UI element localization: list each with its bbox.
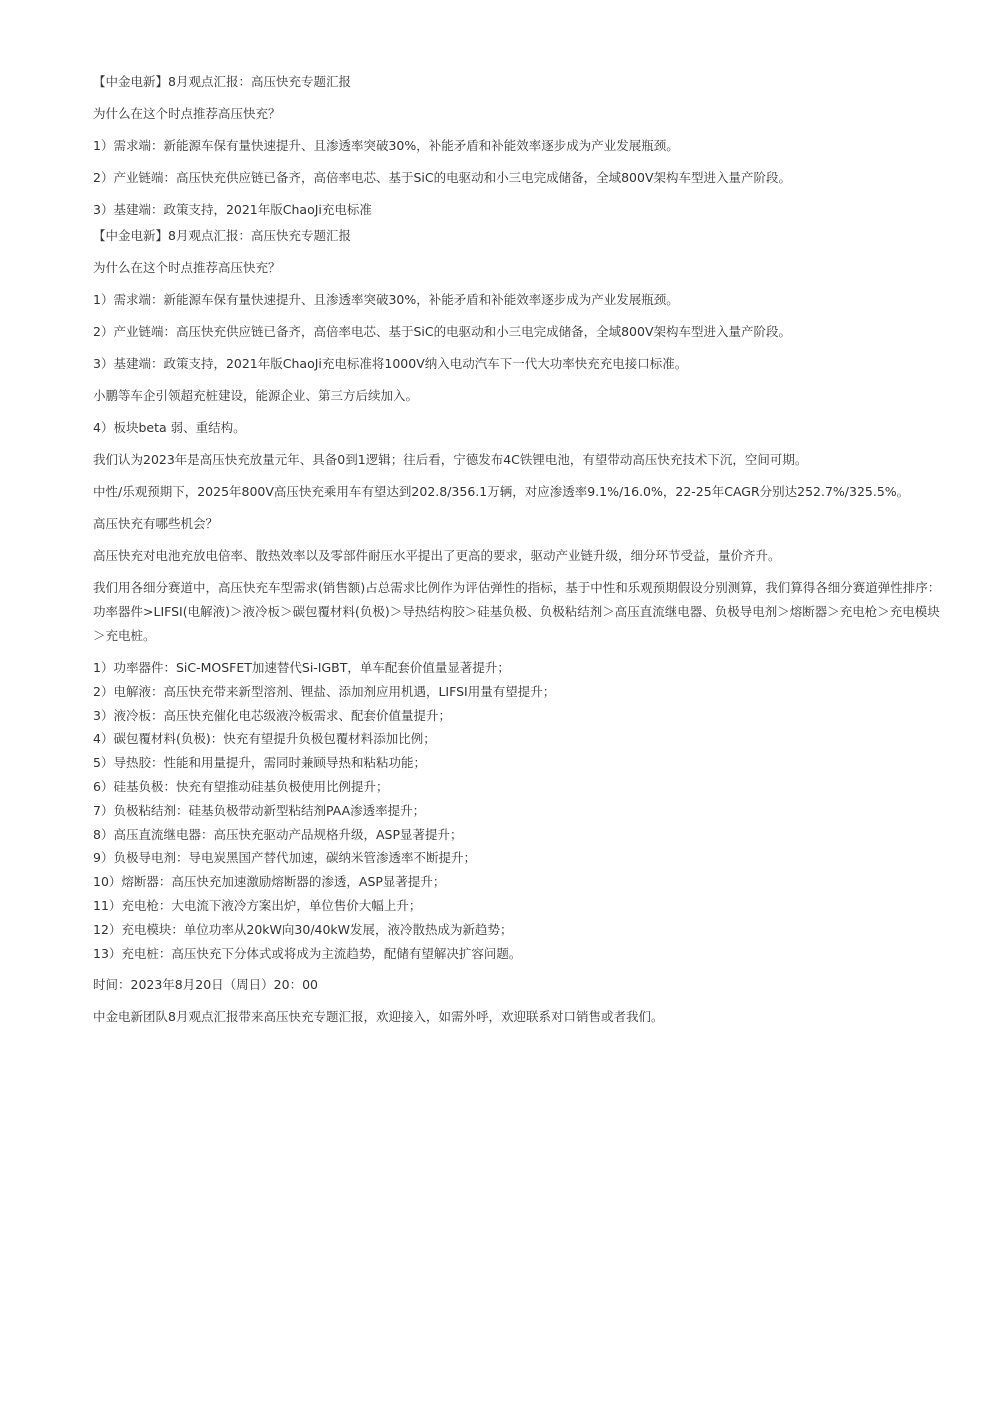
event-time: 时间：2023年8月20日（周日）20：00 [93,977,318,993]
list-item: 9）负极导电剂：导电炭黑国产替代加速，碳纳米管渗透率不断提升； [93,850,476,866]
paragraph: 2）产业链端：高压快充供应链已备齐，高倍率电芯、基于SiC的电驱动和小三电完成储备，全域800V架构车型进入量产阶段。 [93,170,792,185]
report-title: 【中金电新】8月观点汇报：高压快充专题汇报 [93,74,351,89]
question-heading: 为什么在这个时点推荐高压快充？ [93,260,281,275]
list-item: 8）高压直流继电器：高压快充驱动产品规格升级，ASP显著提升； [93,826,463,842]
paragraph: 中性/乐观预期下，2025年800V高压快充乘用车有望达到202.8/356.1万辆，对应渗透率9.1%/16.0%，22-25年CAGR分别达252.7%/325.5%。 [93,484,910,499]
paragraph: 3）基建端：政策支持，2021年版ChaoJi充电标准将1000V纳入电动汽车下一代大功率快充充电接口标准。 [93,356,688,371]
list-item: 12）充电模块：单位功率从20kW向30/40kW发展，液冷散热成为新趋势； [93,921,513,937]
paragraph: 我们用各细分赛道中，高压快充车型需求(销售额)占总需求比例作为评估弹性的指标，基于中性和乐观预期假设分别测算，我们算得各细分赛道弹性排序：功率器件>LIFSI(电解液)＞液冷板＞碳包覆材料(负极)＞导热结构胶＞硅基负极、负极粘结剂＞高压直流继电器、负极导电剂＞熔断器＞充电枪＞充电模块＞充电桩。 [93,580,941,643]
list-item: 13）充电桩：高压快充下分体式或将成为主流趋势，配储有望解决扩容问题。 [93,945,522,961]
invite-paragraph: 中金电新团队8月观点汇报带来高压快充专题汇报，欢迎接入，如需外呼，欢迎联系对口销售或者我们。 [93,1009,664,1025]
document-page [93,70,943,1037]
question-heading: 为什么在这个时点推荐高压快充？ [93,106,281,121]
paragraph: 3）基建端：政策支持，2021年版ChaoJi充电标准 [93,202,372,217]
list-item: 3）液冷板：高压快充催化电芯级液冷板需求、配套价值量提升； [93,707,451,723]
question-heading: 高压快充有哪些机会？ [93,516,219,531]
list-item: 6）硅基负极：快充有望推动硅基负极使用比例提升； [93,778,389,794]
list-item: 5）导热胶：性能和用量提升，需同时兼顾导热和粘粘功能； [93,755,426,771]
paragraph: 1）需求端：新能源车保有量快速提升、且渗透率突破30%，补能矛盾和补能效率逐步成为产业发展瓶颈。 [93,292,679,307]
paragraph: 1）需求端：新能源车保有量快速提升、且渗透率突破30%，补能矛盾和补能效率逐步成为产业发展瓶颈。 [93,138,679,153]
list-item: 2）电解液：高压快充带来新型溶剂、锂盐、添加剂应用机遇，LIFSI用量有望提升； [93,683,556,699]
paragraph: 高压快充对电池充放电倍率、散热效率以及零部件耐压水平提出了更高的要求，驱动产业链升级，细分环节受益，量价齐升。 [93,548,781,563]
list-item: 10）熔断器：高压快充加速激励熔断器的渗透，ASP显著提升； [93,874,446,890]
paragraph: 我们认为2023年是高压快充放量元年、具备0到1逻辑；往后看，宁德发布4C铁锂电池，有望带动高压快充技术下沉，空间可期。 [93,452,808,467]
report-title: 【中金电新】8月观点汇报：高压快充专题汇报 [93,228,351,243]
list-item: 11）充电枪：大电流下液冷方案出炉，单位售价大幅上升； [93,897,422,913]
opportunity-list [93,656,943,965]
list-item: 1）功率器件：SiC-MOSFET加速替代Si-IGBT，单车配套价值量显著提升； [93,660,510,675]
paragraph: 2）产业链端：高压快充供应链已备齐，高倍率电芯、基于SiC的电驱动和小三电完成储备，全域800V架构车型进入量产阶段。 [93,324,792,339]
list-item: 7）负极粘结剂：硅基负极带动新型粘结剂PAA渗透率提升； [93,802,426,818]
paragraph: 小鹏等车企引领超充桩建设，能源企业、第三方后续加入。 [93,388,419,403]
paragraph: 4）板块beta 弱、重结构。 [93,420,246,435]
list-item: 4）碳包覆材料(负极)：快充有望提升负极包覆材料添加比例； [93,731,436,747]
